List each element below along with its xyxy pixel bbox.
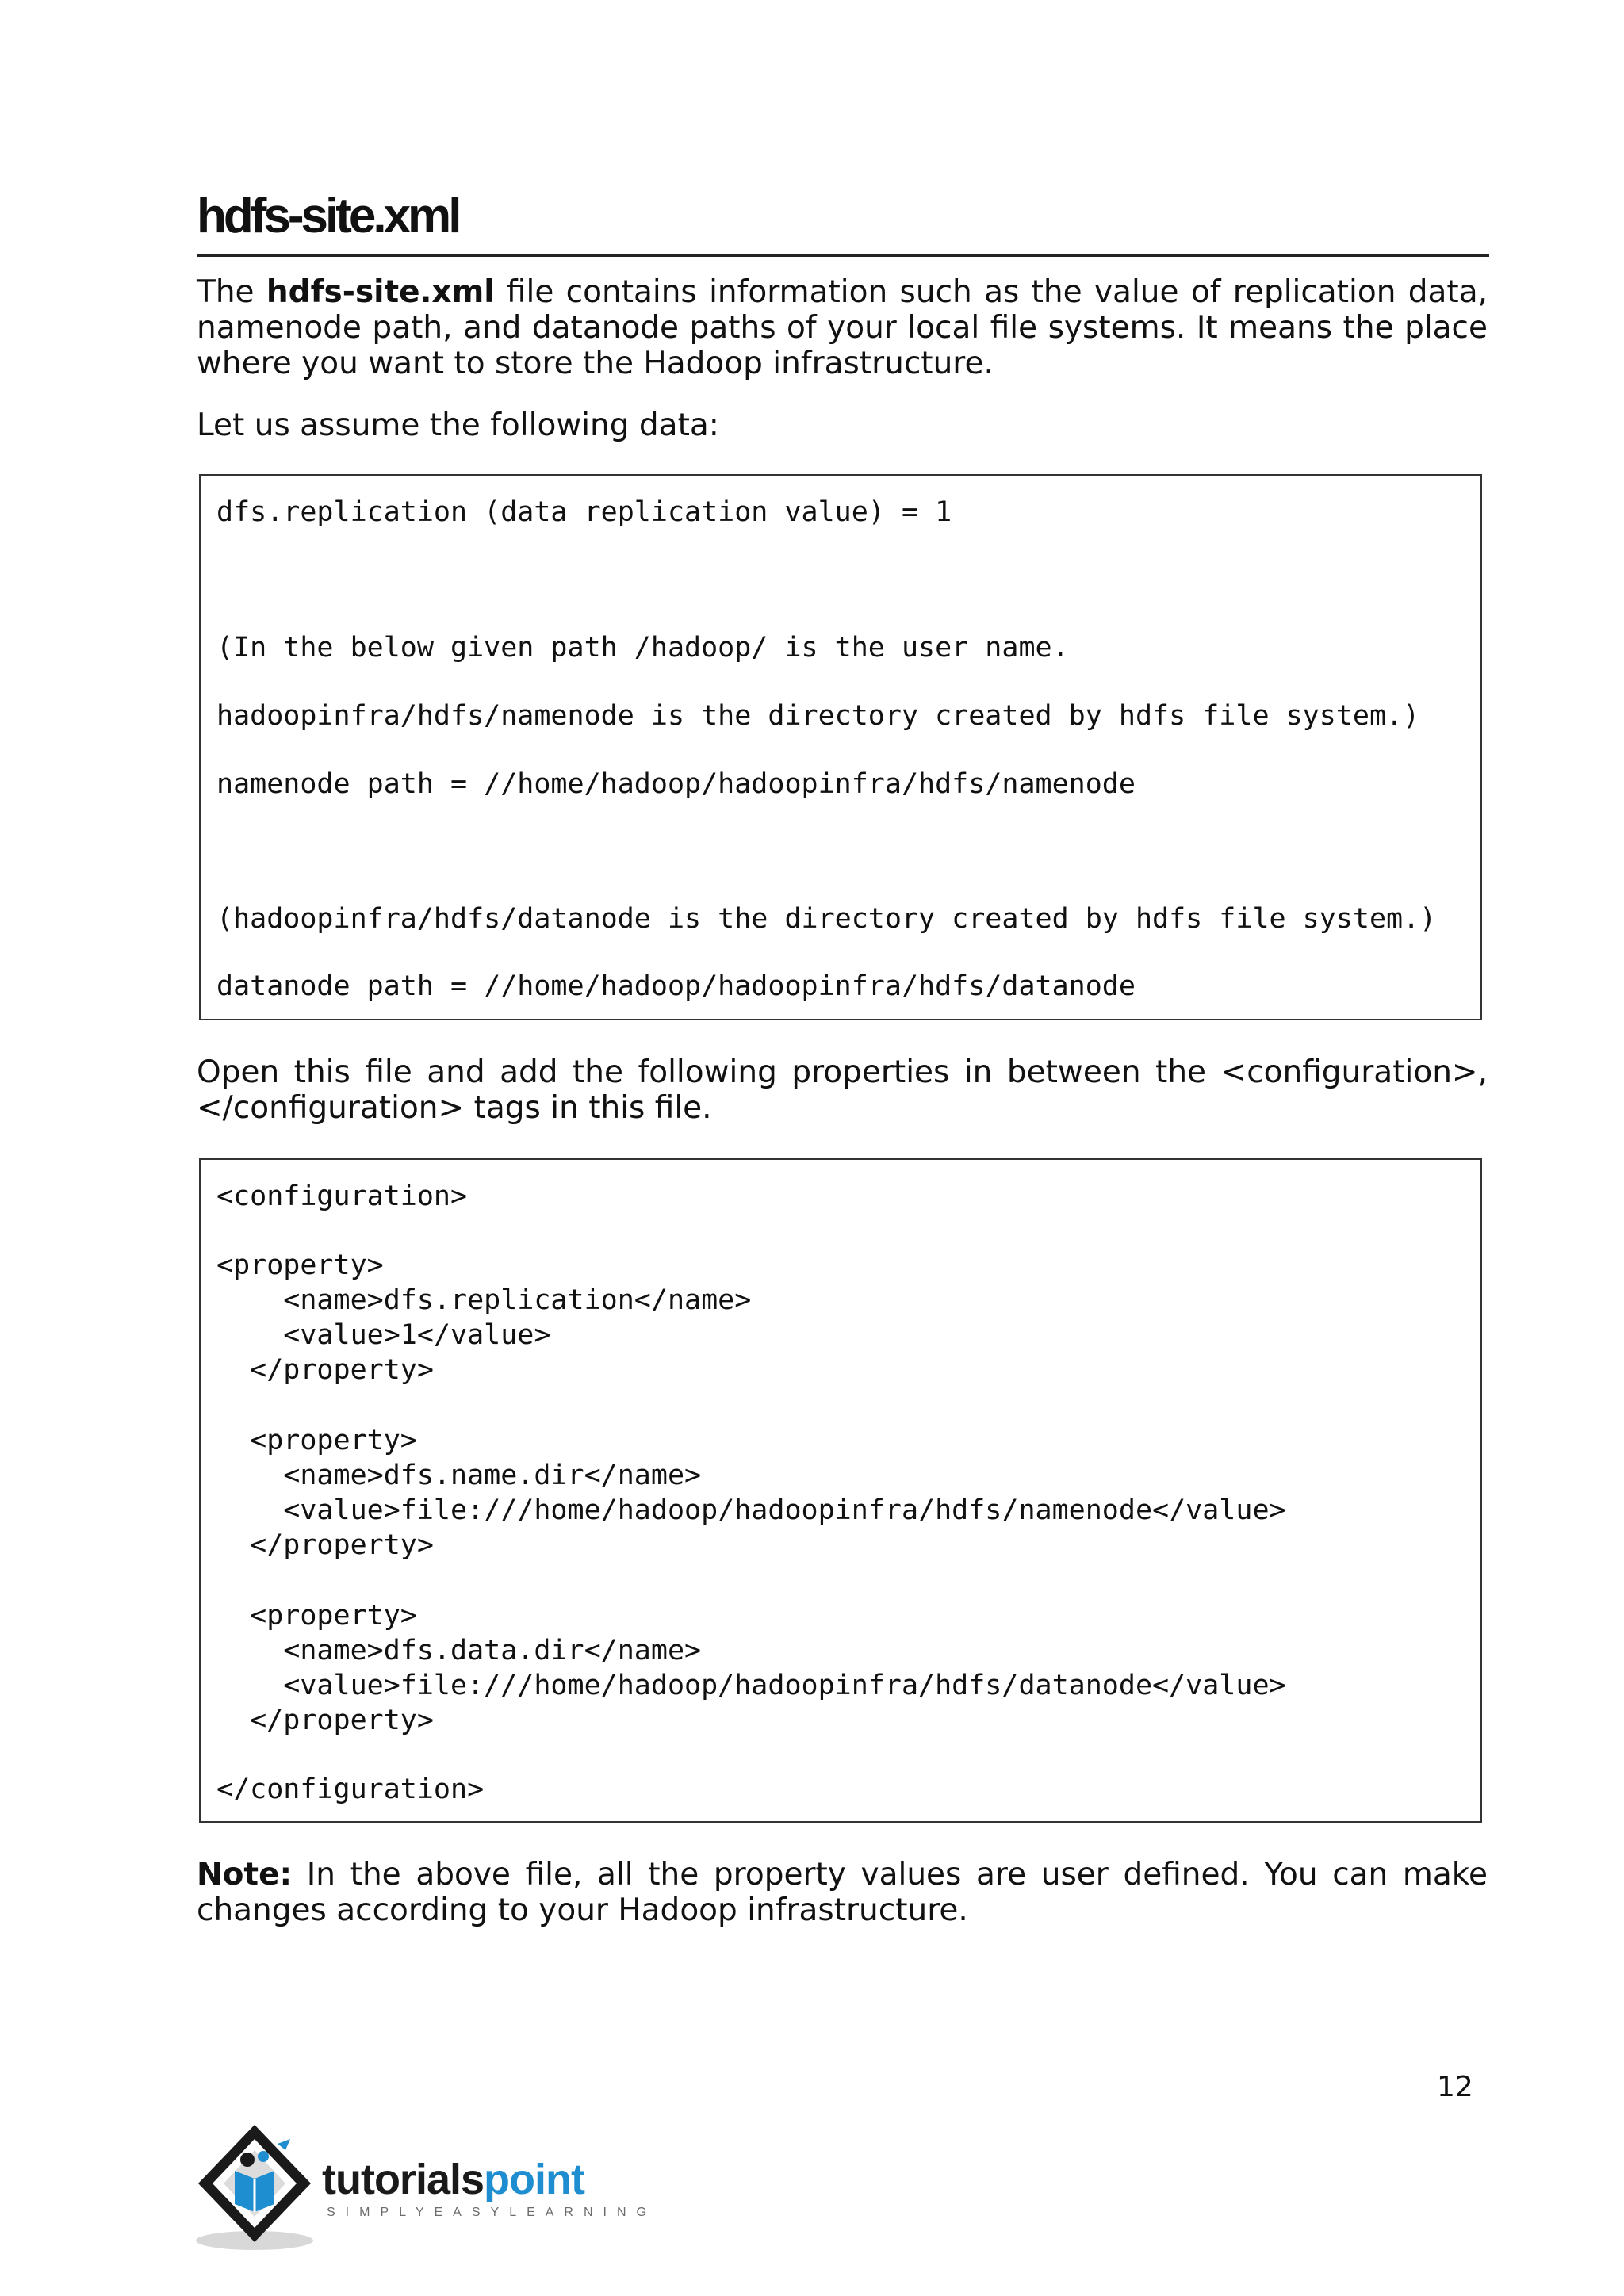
code-line: </property> [216,1705,434,1736]
code-line: <configuration> [216,1181,468,1212]
code-line: datanode path = //home/hadoop/hadoopinfra/hdfs/datanode [216,970,1136,1002]
logo-wordmark [322,2158,584,2201]
code-line: <value>file:///home/hadoop/hadoopinfra/hdfs/namenode</value> [216,1494,1286,1526]
logo-word-tutorials: tutorials [322,2156,485,2203]
page-number: 12 [1437,2071,1473,2103]
code-line: (hadoopinfra/hdfs/datanode is the directory created by hdfs file system.) [216,903,1437,935]
intro-paragraph [197,274,1488,381]
note-text: In the above file, all the property values are user defined. You can make changes according to your Hadoop infrastructure. [197,1857,1488,1928]
intro-text-rest: file contains information such as the value of replication data, namenode path, and datanode paths of your local file systems. It means the place where you want to store the Hadoop infrastructure. [197,274,1488,381]
title-divider [197,254,1489,257]
code-line: namenode path = //home/hadoop/hadoopinfra/hdfs/namenode [216,768,1136,800]
assume-paragraph: Let us assume the following data: [197,408,719,443]
code-line: </property> [216,1529,434,1561]
code-line: hadoopinfra/hdfs/namenode is the directory created by hdfs file system.) [216,700,1420,732]
note-label: Note: [197,1857,293,1892]
code-line: <property> [216,1249,384,1281]
config-code-box [199,1158,1482,1823]
logo-word-point: point [484,2156,584,2203]
tutorialspoint-logo [195,2122,655,2256]
logo-emblem-icon [195,2122,322,2256]
page-title: hdfs-site.xml [197,189,459,243]
code-line: <name>dfs.name.dir</name> [216,1460,702,1491]
logo-tagline: SIMPLYEASYLEARNING [327,2206,657,2219]
code-line: </configuration> [216,1774,485,1805]
open-file-paragraph: Open this file and add the following properties in between the <configuration>, </configuration> tags in this file. [197,1054,1488,1126]
code-line: <value>file:///home/hadoop/hadoopinfra/hdfs/datanode</value> [216,1670,1286,1701]
code-line: <property> [216,1600,417,1632]
code-line: </property> [216,1354,434,1386]
intro-text-start: The [197,274,266,310]
data-code-box [199,474,1482,1020]
intro-filename: hdfs-site.xml [266,274,495,310]
code-line: <name>dfs.replication</name> [216,1284,752,1316]
code-line: <value>1</value> [216,1319,551,1351]
code-line: (In the below given path /hadoop/ is the user name. [216,632,1069,664]
note-paragraph [197,1857,1488,1928]
code-line: dfs.replication (data replication value) = 1 [216,496,952,528]
code-line: <name>dfs.data.dir</name> [216,1635,702,1667]
code-line: <property> [216,1425,417,1456]
